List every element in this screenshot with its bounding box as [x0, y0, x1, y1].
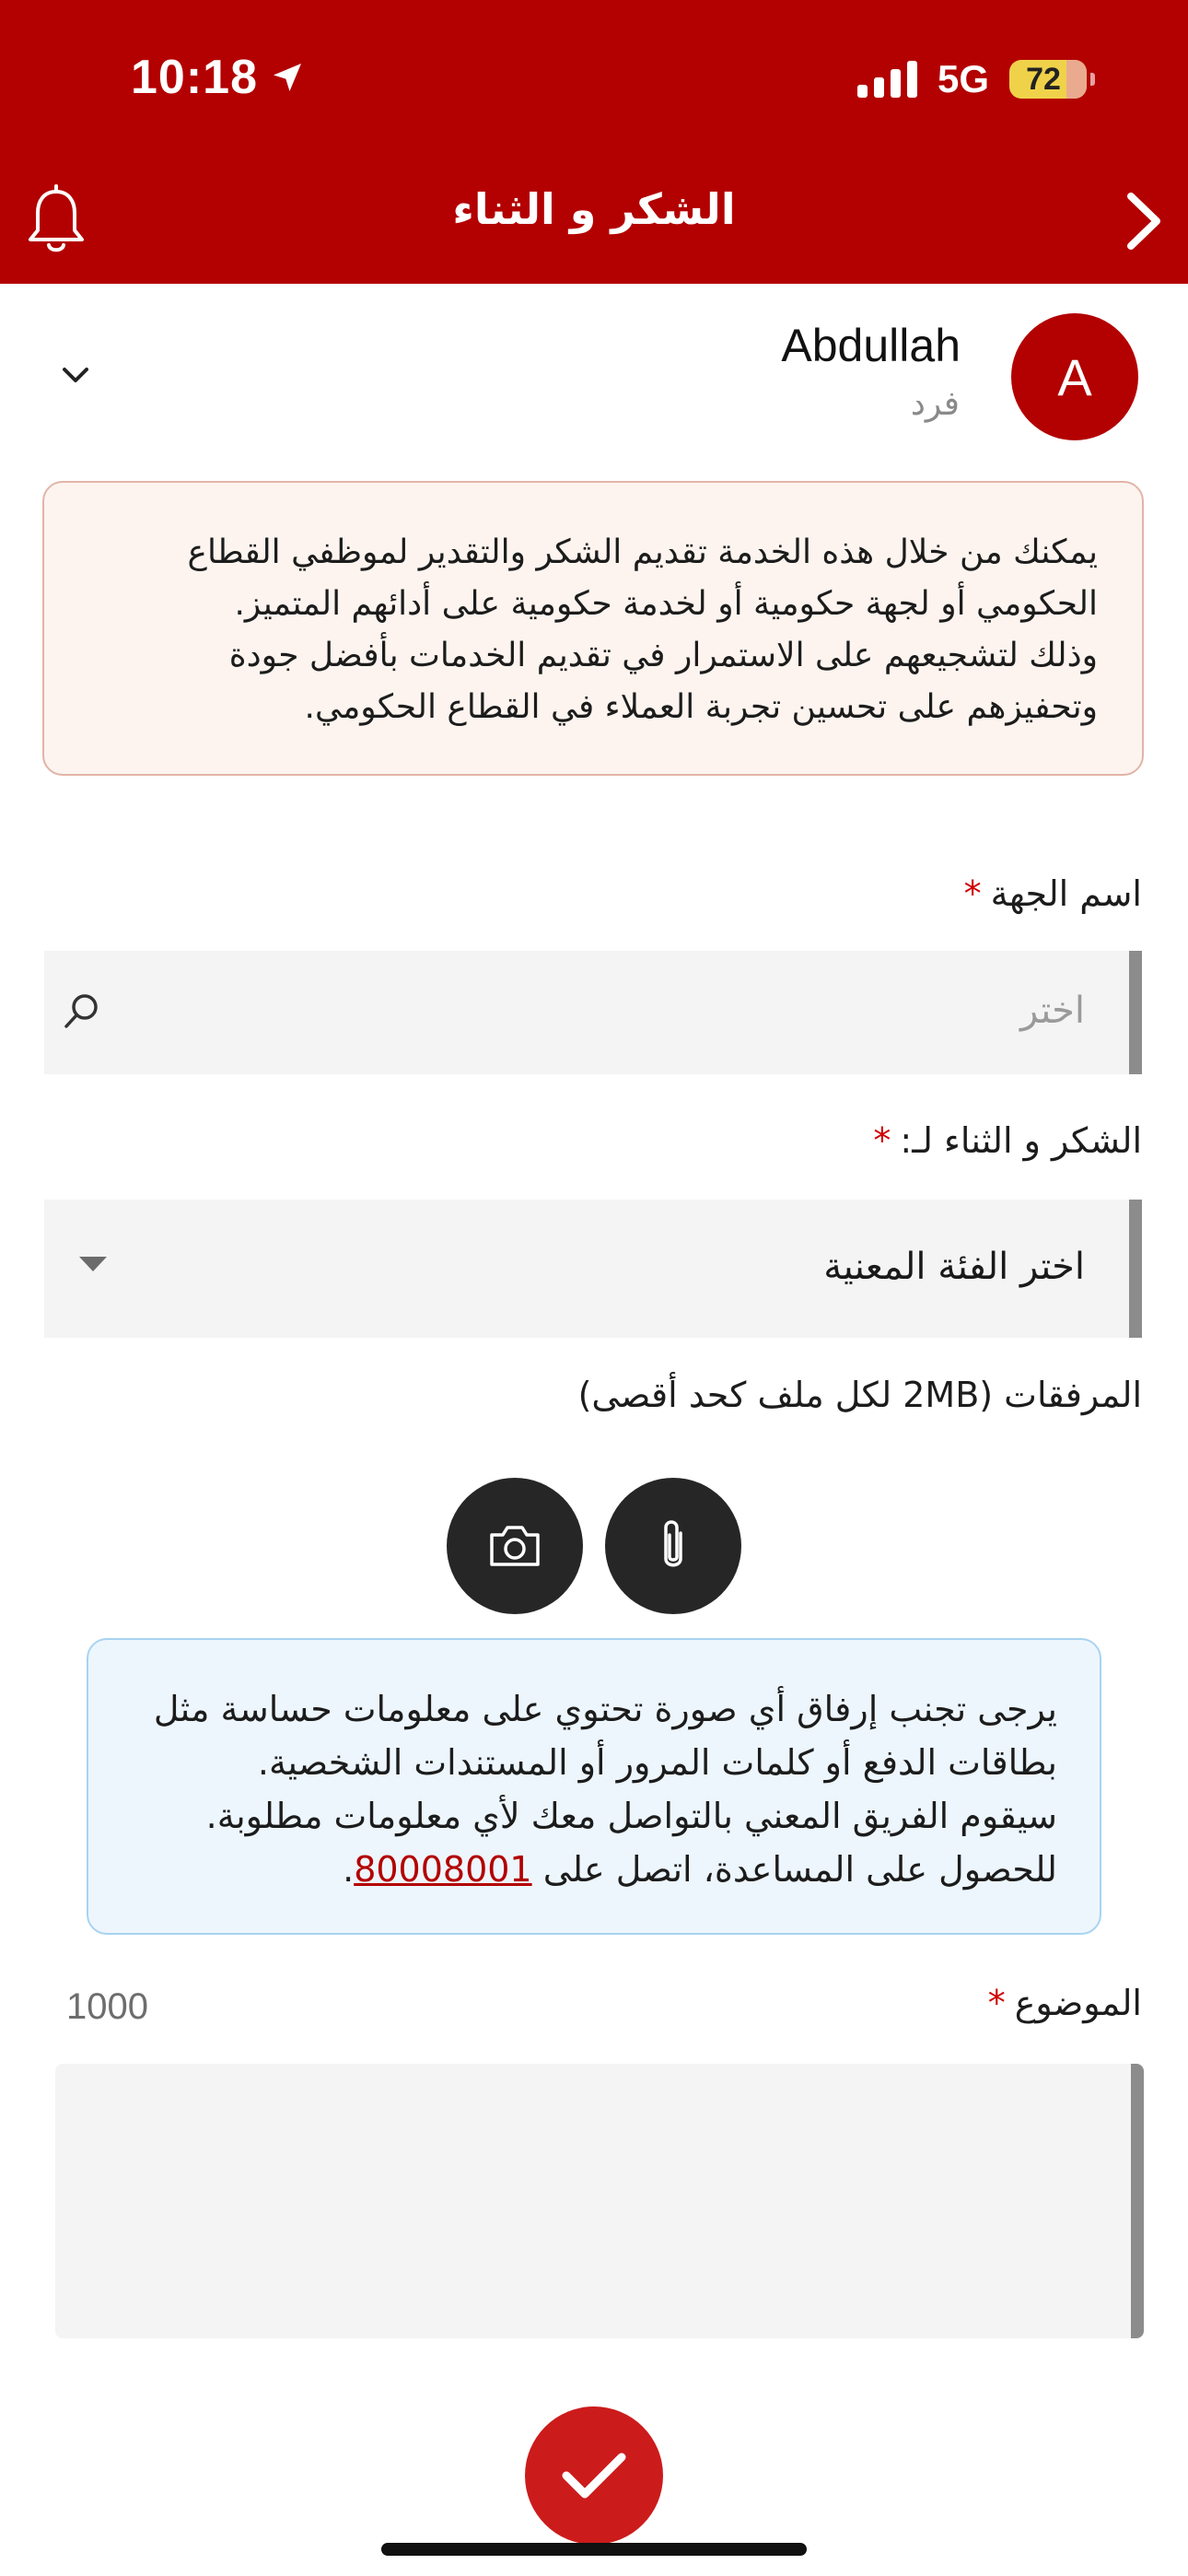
warning-line: يرجى تجنب إرفاق أي صورة تحتوي على معلومات حساسة مثل	[153, 1689, 1057, 1729]
entity-label	[964, 873, 1142, 914]
battery-icon	[1009, 60, 1087, 99]
app-header	[0, 0, 1188, 284]
description-line: يمكنك من خلال هذه الخدمة تقديم الشكر والتقدير لموظفي القطاع	[187, 533, 1098, 571]
search-icon	[59, 989, 103, 1034]
thanks-for-label	[873, 1120, 1142, 1161]
submit-button[interactable]	[525, 2406, 663, 2545]
help-suffix: .	[343, 1849, 355, 1890]
help-prefix: للحصول على المساعدة، اتصل على	[542, 1849, 1057, 1890]
category-select[interactable]	[44, 1200, 1142, 1338]
category-selected-value: اختر الفئة المعنية	[823, 1246, 1085, 1288]
status-indicators	[857, 57, 1087, 101]
description-line: الحكومي أو لجهة حكومية أو لخدمة حكومية على أدائهم المتميز.	[234, 585, 1098, 623]
camera-icon	[486, 1522, 543, 1570]
attachment-warning	[87, 1638, 1101, 1935]
description-line: وتحفيزهم على تحسين تجربة العملاء في القطاع الحكومي.	[304, 688, 1098, 726]
status-time-text: 10:18	[131, 51, 258, 104]
entity-search-input[interactable]	[44, 951, 1142, 1074]
paperclip-icon	[655, 1516, 692, 1575]
chevron-right-icon	[1118, 189, 1170, 253]
checkmark-icon	[557, 2448, 631, 2503]
thanks-for-label-text: الشكر و الثناء لـ:	[900, 1120, 1142, 1161]
signal-icon	[857, 61, 917, 98]
network-type: 5G	[937, 57, 989, 100]
user-name: Abdullah	[781, 320, 961, 371]
help-line	[131, 1843, 1057, 1896]
user-selector[interactable]	[0, 284, 1188, 450]
chevron-down-icon[interactable]	[59, 363, 92, 387]
status-time	[131, 50, 306, 105]
help-phone-link[interactable]: 80008001	[354, 1849, 532, 1890]
description-line: وذلك لتشجيعهم على الاستمرار في تقديم الخدمات بأفضل جودة	[228, 637, 1098, 674]
subject-textarea[interactable]	[55, 2064, 1144, 2338]
attachments-label: المرفقات (2MB لكل ملف كحد أقصى)	[577, 1375, 1142, 1415]
user-type: فرد	[910, 385, 960, 423]
required-mark: *	[987, 1983, 1006, 2023]
service-description	[42, 481, 1144, 776]
character-counter: 1000	[66, 1986, 148, 2027]
warning-line: بطاقات الدفع أو كلمات المرور أو المستندات الشخصية.	[257, 1742, 1057, 1783]
entity-placeholder: اختر	[1020, 989, 1085, 1032]
entity-label-text: اسم الجهة	[990, 873, 1142, 914]
camera-button[interactable]	[447, 1478, 583, 1614]
attach-file-button[interactable]	[605, 1478, 741, 1614]
required-mark: *	[963, 873, 982, 914]
location-arrow-icon	[269, 59, 306, 96]
home-indicator	[381, 2543, 807, 2556]
subject-label-text: الموضوع	[1014, 1983, 1142, 2023]
page-title: الشكر و الثناء	[452, 184, 736, 234]
required-mark: *	[873, 1120, 891, 1161]
warning-line: سيقوم الفريق المعني بالتواصل معك لأي معلومات مطلوبة.	[205, 1796, 1057, 1836]
triangle-down-icon	[77, 1255, 109, 1273]
subject-label	[988, 1983, 1142, 2023]
battery-level: 72	[1026, 61, 1061, 97]
avatar: A	[1011, 313, 1138, 440]
back-button[interactable]	[1118, 189, 1170, 253]
